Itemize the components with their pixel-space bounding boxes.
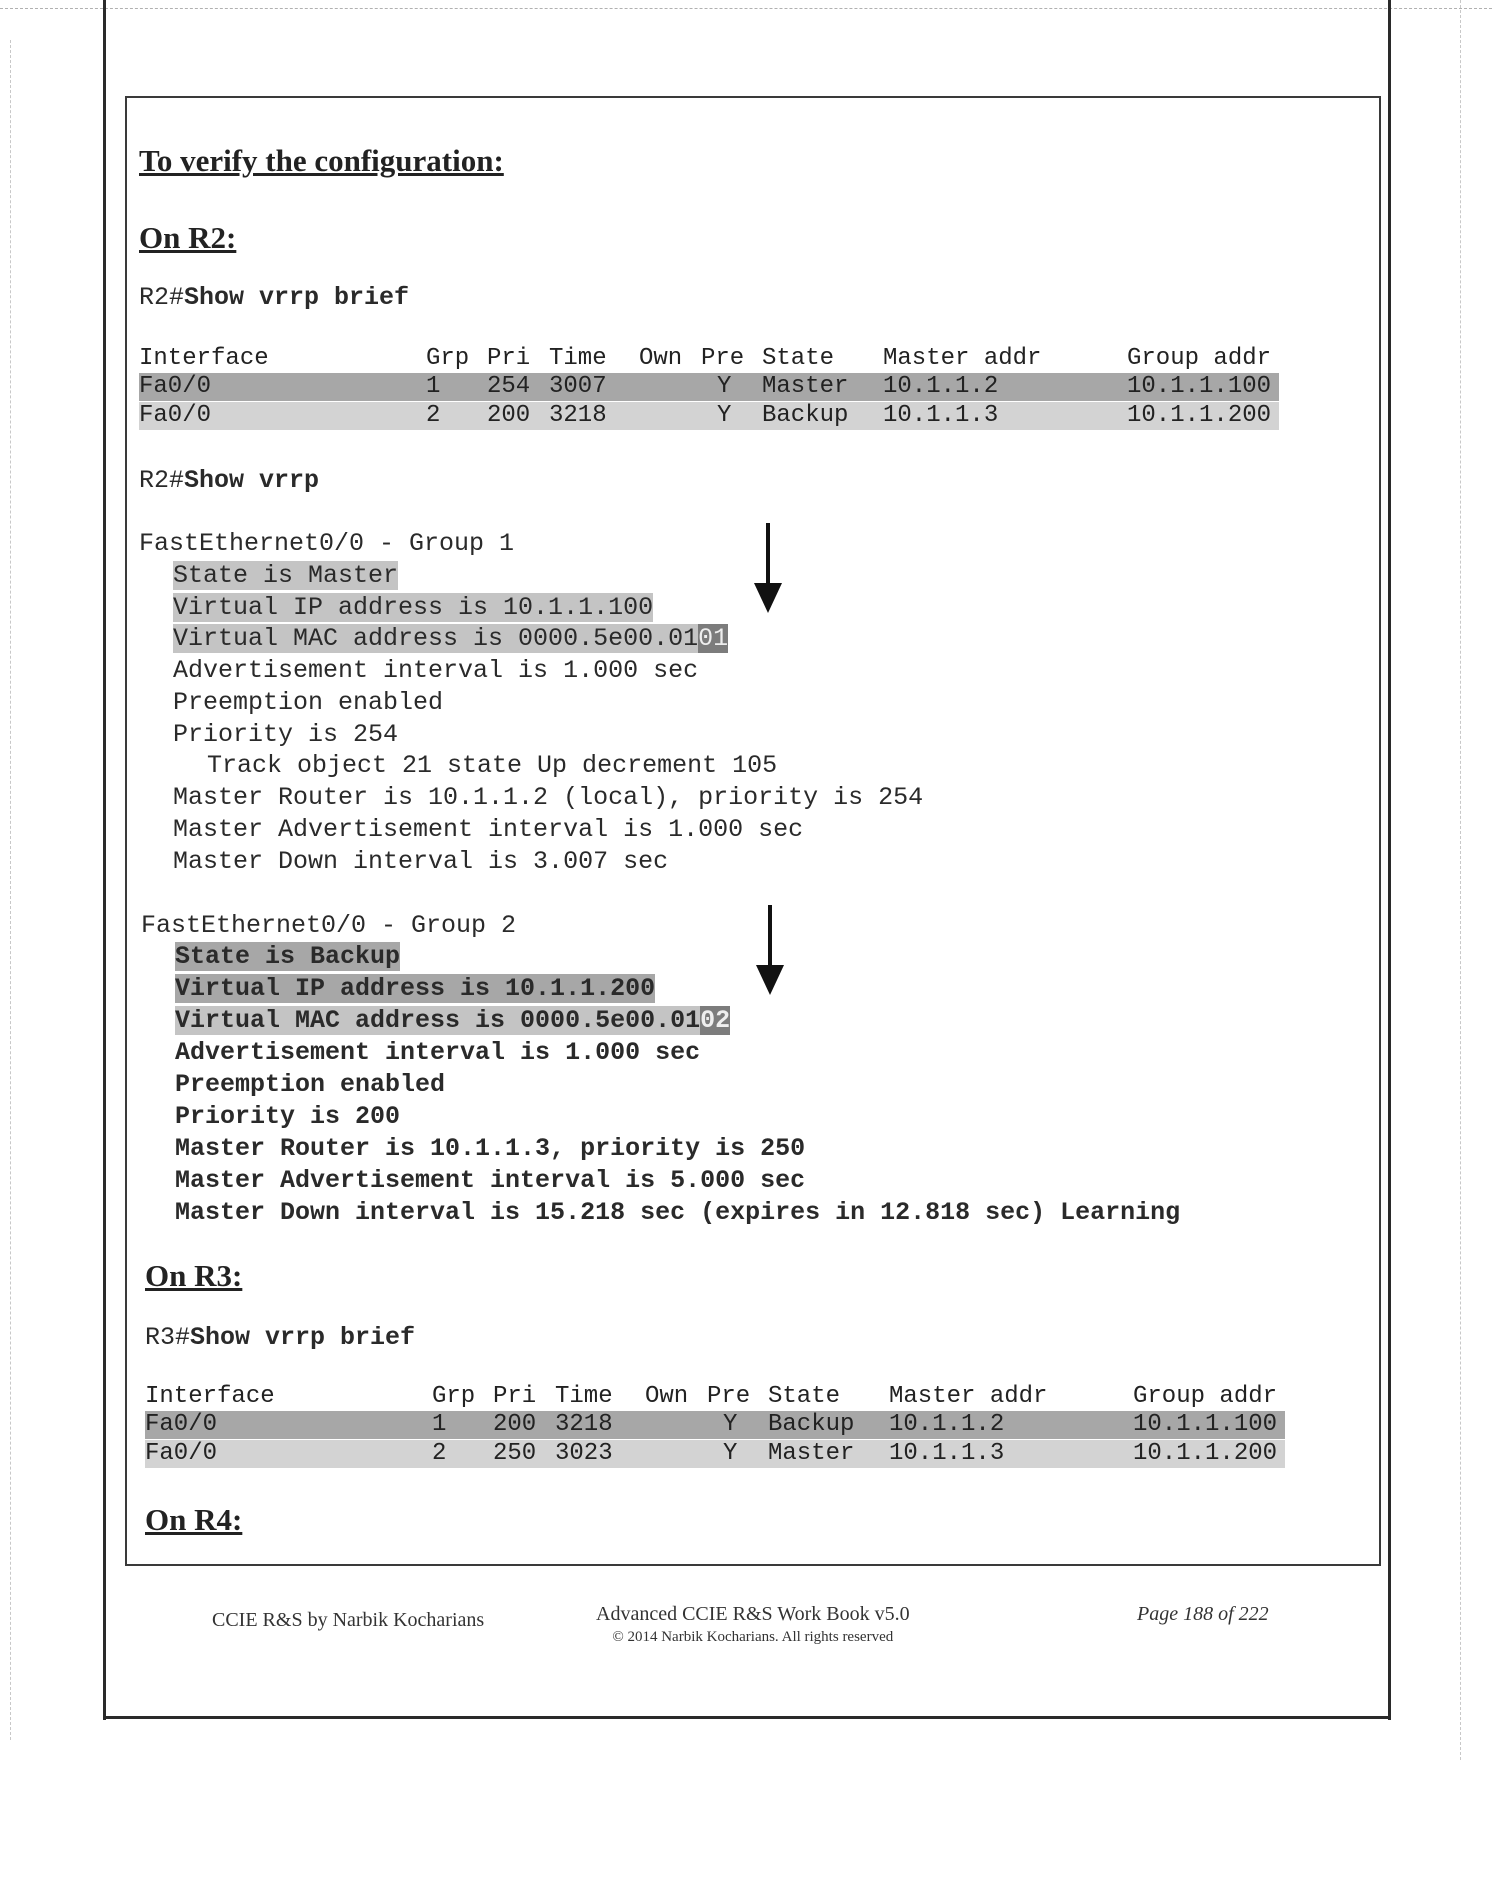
cell-pre: Y <box>717 402 732 429</box>
heading-on-r4: On R4: <box>145 1502 243 1537</box>
col-pre: Pre <box>701 345 745 372</box>
heading-on-r2: On R2: <box>139 220 237 255</box>
footer-author: CCIE R&S by Narbik Kocharians <box>212 1609 485 1631</box>
cell-state: Master <box>762 373 849 400</box>
col-grp: Grp <box>426 345 470 372</box>
arrow-head-icon <box>756 965 784 995</box>
cell-master-addr: 10.1.1.2 <box>883 373 999 400</box>
group2-state: State is Backup <box>175 942 401 971</box>
r3-brief-row-2 <box>145 1440 1285 1468</box>
col-time: Time <box>555 1383 613 1410</box>
cell-grp: 2 <box>426 402 441 429</box>
footer-copyright: © 2014 Narbik Kocharians. All rights reserved <box>612 1629 894 1645</box>
r2-brief-command: R2#Show vrrp brief <box>139 283 410 312</box>
group1-track: Track object 21 state Up decrement 105 <box>207 751 778 780</box>
cell-master-addr: 10.1.1.3 <box>883 402 999 429</box>
group2-master-router: Master Router is 10.1.1.3, priority is 250 <box>175 1134 806 1163</box>
cell-pri: 250 <box>493 1440 537 1467</box>
group2-virtual-mac: Virtual MAC address is 0000.5e00.0102 <box>175 1006 731 1035</box>
cell-grp: 1 <box>426 373 441 400</box>
group1-virtual-ip: Virtual IP address is 10.1.1.100 <box>173 593 654 622</box>
col-pre: Pre <box>707 1383 751 1410</box>
group1-preemption: Preemption enabled <box>173 688 444 717</box>
scan-right-edge <box>1460 0 1461 1760</box>
cell-pri: 254 <box>487 373 531 400</box>
group2-master-adv: Master Advertisement interval is 5.000 sec <box>175 1166 806 1195</box>
cell-grp: 2 <box>432 1440 447 1467</box>
page-border-left <box>103 0 106 1720</box>
group1-master-down: Master Down interval is 3.007 sec <box>173 847 669 876</box>
r3-brief-header <box>145 1383 1285 1411</box>
cell-grp: 1 <box>432 1411 447 1438</box>
group1-priority: Priority is 254 <box>173 720 399 749</box>
page-border-right <box>1388 0 1391 1720</box>
scan-top-edge <box>0 8 1492 9</box>
cell-state: Backup <box>768 1411 855 1438</box>
r2-vrrp-command: R2#Show vrrp <box>139 466 320 495</box>
col-group-addr: Group addr <box>1127 345 1272 372</box>
col-interface: Interface <box>139 345 269 372</box>
cell-master-addr: 10.1.1.3 <box>889 1440 1005 1467</box>
arrow-head-icon <box>754 583 782 613</box>
col-master-addr: Master addr <box>889 1383 1048 1410</box>
group2-title: FastEthernet0/0 - Group 2 <box>141 911 517 940</box>
cell-time: 3218 <box>549 402 607 429</box>
page-border-bottom <box>103 1716 1391 1719</box>
cell-time: 3218 <box>555 1411 613 1438</box>
cell-interface: Fa0/0 <box>145 1440 218 1467</box>
col-interface: Interface <box>145 1383 275 1410</box>
cell-pri: 200 <box>493 1411 537 1438</box>
group1-master-router: Master Router is 10.1.1.2 (local), priority is 254 <box>173 783 924 812</box>
cell-group-addr: 10.1.1.100 <box>1133 1411 1278 1438</box>
cell-state: Master <box>768 1440 855 1467</box>
heading-verify: To verify the configuration: <box>139 143 504 178</box>
arrow-down-icon <box>766 523 770 585</box>
cell-master-addr: 10.1.1.2 <box>889 1411 1005 1438</box>
r3-brief-row-1 <box>145 1411 1285 1439</box>
group2-priority: Priority is 200 <box>175 1102 401 1131</box>
col-state: State <box>762 345 835 372</box>
group2-virtual-ip: Virtual IP address is 10.1.1.200 <box>175 974 656 1003</box>
footer-page-number: Page 188 of 222 <box>1137 1603 1269 1625</box>
col-pri: Pri <box>493 1383 537 1410</box>
col-master-addr: Master addr <box>883 345 1042 372</box>
col-time: Time <box>549 345 607 372</box>
group2-preemption: Preemption enabled <box>175 1070 446 1099</box>
r2-brief-row-1 <box>139 373 1279 401</box>
cell-interface: Fa0/0 <box>139 373 212 400</box>
group1-mac-suffix: 01 <box>698 624 729 653</box>
cell-pri: 200 <box>487 402 531 429</box>
cell-pre: Y <box>723 1440 738 1467</box>
group1-adv-interval: Advertisement interval is 1.000 sec <box>173 656 699 685</box>
cell-pre: Y <box>717 373 732 400</box>
r2-brief-header <box>139 345 1279 373</box>
scan-left-edge <box>10 40 11 1740</box>
col-group-addr: Group addr <box>1133 1383 1278 1410</box>
group1-virtual-mac: Virtual MAC address is 0000.5e00.0101 <box>173 624 729 653</box>
col-own: Own <box>639 345 683 372</box>
cell-time: 3023 <box>555 1440 613 1467</box>
cell-state: Backup <box>762 402 849 429</box>
group2-adv-interval: Advertisement interval is 1.000 sec <box>175 1038 701 1067</box>
cell-interface: Fa0/0 <box>145 1411 218 1438</box>
col-grp: Grp <box>432 1383 476 1410</box>
heading-on-r3: On R3: <box>145 1258 243 1293</box>
r3-brief-command: R3#Show vrrp brief <box>145 1323 416 1352</box>
r2-brief-row-2 <box>139 402 1279 430</box>
group2-mac-suffix: 02 <box>700 1006 731 1035</box>
cell-group-addr: 10.1.1.200 <box>1127 402 1272 429</box>
cell-pre: Y <box>723 1411 738 1438</box>
group1-state: State is Master <box>173 561 399 590</box>
col-own: Own <box>645 1383 689 1410</box>
arrow-down-icon <box>768 905 772 967</box>
cell-interface: Fa0/0 <box>139 402 212 429</box>
cell-group-addr: 10.1.1.200 <box>1133 1440 1278 1467</box>
col-state: State <box>768 1383 841 1410</box>
group1-master-adv: Master Advertisement interval is 1.000 sec <box>173 815 804 844</box>
group1-title: FastEthernet0/0 - Group 1 <box>139 529 515 558</box>
cell-group-addr: 10.1.1.100 <box>1127 373 1272 400</box>
cell-time: 3007 <box>549 373 607 400</box>
footer-book-title: Advanced CCIE R&S Work Book v5.0 <box>596 1603 910 1625</box>
footer-book <box>596 1603 910 1646</box>
col-pri: Pri <box>487 345 531 372</box>
group2-master-down: Master Down interval is 15.218 sec (expires in 12.818 sec) Learning <box>175 1198 1181 1227</box>
